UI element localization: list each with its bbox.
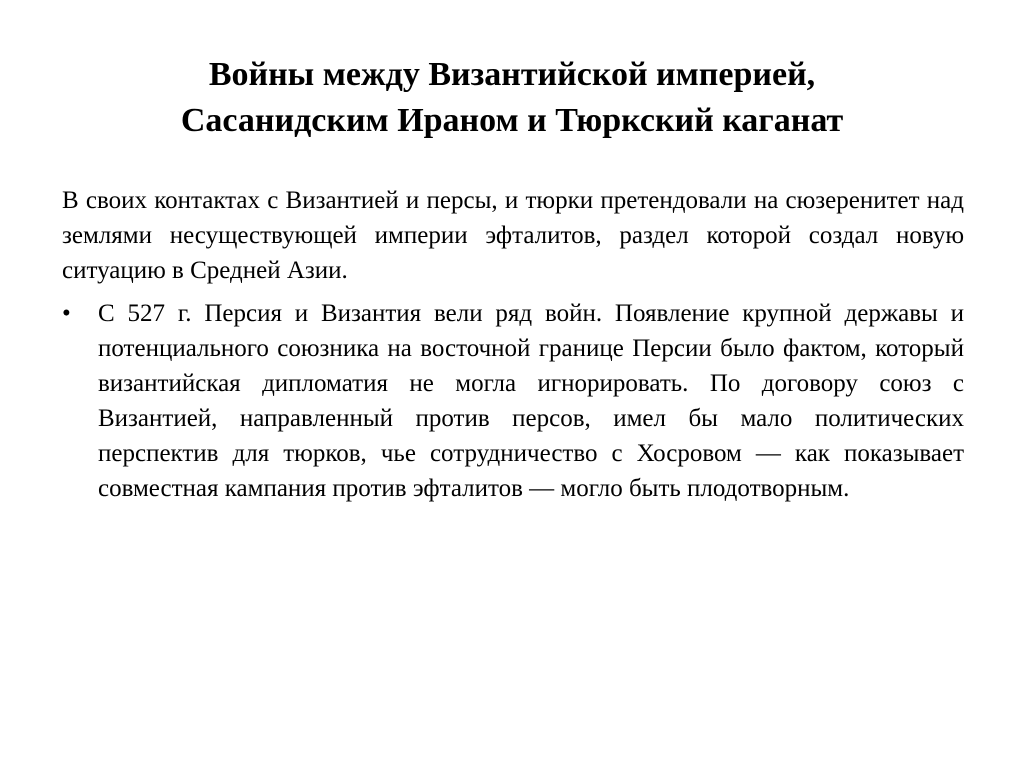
slide-body xyxy=(62,183,964,506)
bullet-item xyxy=(62,296,964,506)
title-line-2: Сасанидским Ираном и Тюркский каганат xyxy=(180,102,844,139)
title-line-1: Войны между Византийской империей, xyxy=(208,56,816,93)
bullet-marker: • xyxy=(62,300,71,327)
intro-paragraph: В своих контактах с Византией и персы, и тюрки претендовали на сюзеренитет над землями несуществующей империи эфталитов, раздел которой создал новую ситуацию в Средней Азии. xyxy=(62,187,964,284)
bullet-text: С 527 г. Персия и Византия вели ряд войн. Появление крупной державы и потенциального союзника на восточной границе Персии было фактом, который византийская дипломатия не могла игнорировать. По договору союз с Византией, направленный против персов, имел бы мало политических перспектив для тюрков, чье сотрудничество с Хосровом — как показывает совместная кампания против эфталитов — могло быть плодотворным. xyxy=(98,300,964,502)
slide-title xyxy=(60,52,964,144)
